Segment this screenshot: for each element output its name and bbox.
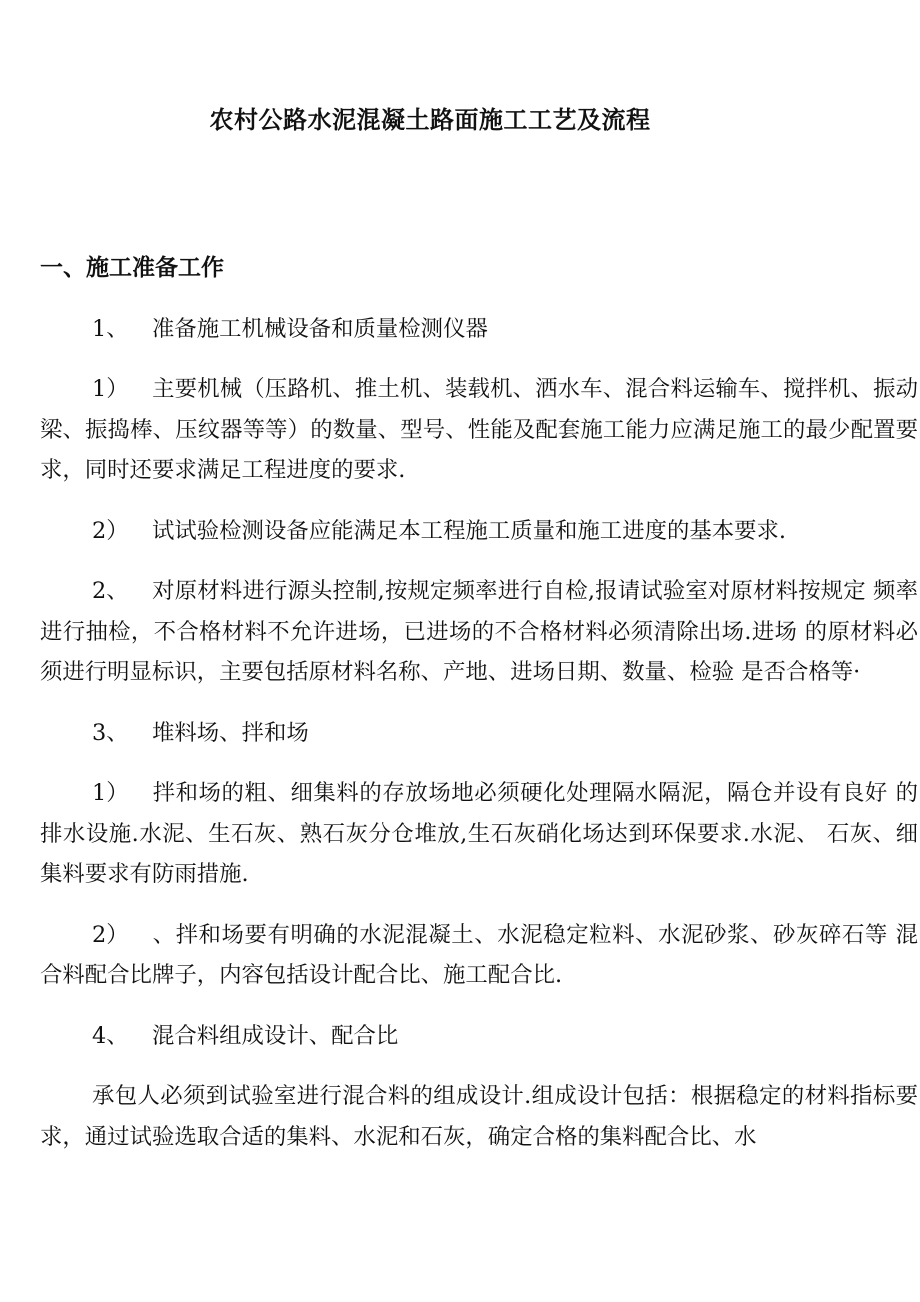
item-3 [40,713,918,754]
document-body [40,248,918,1177]
final-paragraph: 承包人必须到试验室进行混合料的组成设计.组成设计包括：根据稳定的材料指标要求，通过试验选取合适的集料、水泥和石灰，确定合格的集料配合比、水 [40,1083,918,1150]
item-number: 2） [92,517,129,544]
section-heading: 一、施工准备工作 [40,254,224,281]
item-text: 主要机械（压路机、推土机、装载机、洒水车、混合料运输车、搅拌机、振动梁、振捣棒、压纹器等等）的数量、型号、性能及配套施工能力应满足施工的最少配置要求，同时还要求满足工程进度的要求. [40,376,918,483]
item-text: 准备施工机械设备和质量检测仪器 [152,315,488,342]
document-title: 农村公路水泥混凝土路面施工工艺及流程 [209,105,651,134]
item-3-1 [40,773,918,895]
item-number: 1、 [92,315,129,342]
item-text: 试试验检测设备应能满足本工程施工质量和施工进度的基本要求. [152,517,787,544]
item-number: 4、 [92,1022,129,1049]
item-number: 3、 [92,719,129,746]
item-2 [40,571,918,693]
item-1-2 [40,511,918,552]
item-number: 2、 [92,578,129,604]
item-1-1 [40,369,918,491]
item-text: 对原材料进行源头控制,按规定频率进行自检,报请试验室对原材料按规定 频率进行抽检，不合格材料不允许进场，已进场的不合格材料必须清除出场.进场 的原材料必须进行明显标识，主要包括原材料名称、产地、进场日期、数量、检验 是否合格等· [40,578,918,685]
item-text: 、拌和场要有明确的水泥混凝土、水泥稳定粒料、水泥砂浆、砂灰碎石等 混合料配合比牌子，内容包括设计配合比、施工配合比. [40,921,918,988]
item-number: 1） [92,376,129,402]
item-number: 1） [92,780,129,806]
item-text: 堆料场、拌和场 [152,719,309,746]
item-text: 拌和场的粗、细集料的存放场地必须硬化处理隔水隔泥，隔仓并设有良好 的排水设施.水泥、生石灰、熟石灰分仓堆放,生石灰硝化场达到环保要求.水泥、 石灰、细集料要求有防雨措施. [40,780,918,887]
item-4 [40,1016,918,1057]
item-1 [40,309,918,350]
item-number: 2） [92,921,129,948]
item-text: 混合料组成设计、配合比 [152,1022,399,1049]
item-3-2 [40,915,918,996]
